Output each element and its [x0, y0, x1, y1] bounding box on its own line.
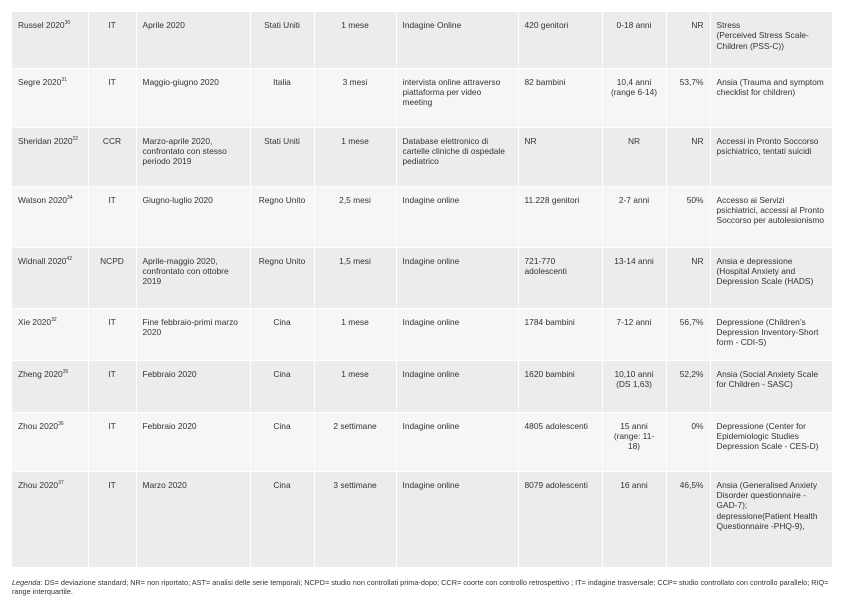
- cell-country-text: Italia: [273, 76, 291, 87]
- cell-design: [88, 308, 136, 360]
- cell-age: [602, 12, 666, 68]
- cell-sample: [518, 12, 602, 68]
- cell-country: [250, 247, 314, 308]
- cell-outcome-text: Ansia (Generalised Anxiety Disorder questionnaire -GAD-7); depressione(Patient Health Questionnaire -PHQ-9),: [716, 479, 818, 532]
- cell-female-text: 56,7%: [679, 316, 704, 327]
- cell-outcome-text: Ansia (Trauma and symptom checklist for children): [716, 76, 824, 97]
- cell-country-text: Stati Uniti: [264, 135, 300, 146]
- cell-outcome: [710, 247, 832, 308]
- cell-method: [396, 247, 518, 308]
- cell-age: [602, 360, 666, 412]
- cell-study: [12, 412, 88, 471]
- cell-method-text: Indagine online: [402, 194, 460, 205]
- cell-sample-text: 1784 bambini: [524, 316, 575, 327]
- cell-design-text: IT: [108, 479, 116, 490]
- cell-design: [88, 127, 136, 186]
- cell-design: [88, 12, 136, 68]
- cell-country: [250, 308, 314, 360]
- study-reference: 34: [67, 194, 73, 201]
- cell-country-text: Regno Unito: [258, 255, 306, 266]
- cell-sample: [518, 471, 602, 567]
- study-author: Xie 2020: [18, 316, 52, 327]
- cell-period-text: Giugno-luglio 2020: [142, 194, 213, 205]
- cell-study: [12, 12, 88, 68]
- cell-age: [602, 308, 666, 360]
- study-author: Watson 2020: [18, 194, 68, 205]
- cell-age-text: 15 anni (range: 11- 18): [613, 420, 655, 452]
- cell-followup: [314, 471, 396, 567]
- study-author: Zhou 2020: [18, 479, 59, 490]
- study-reference: 37: [58, 479, 64, 486]
- cell-outcome-text: Depressione (Children’s Depression Inventory-Short form - CDI-S): [716, 316, 819, 348]
- table-row: [12, 360, 832, 412]
- cell-female-text: NR: [691, 255, 704, 266]
- cell-period: [136, 247, 250, 308]
- study-reference: 36: [58, 420, 64, 427]
- cell-followup-text: 1 mese: [341, 316, 369, 327]
- cell-country: [250, 127, 314, 186]
- table-row: [12, 308, 832, 360]
- study-author: Sheridan 2020: [18, 135, 73, 146]
- cell-period-text: Marzo 2020: [142, 479, 187, 490]
- table-row: [12, 68, 832, 127]
- cell-country-text: Cina: [273, 479, 291, 490]
- table-body: [12, 12, 832, 567]
- cell-female-text: 0%: [691, 420, 704, 431]
- cell-method: [396, 471, 518, 567]
- cell-age-text: 13-14 anni: [614, 255, 654, 266]
- cell-outcome: [710, 68, 832, 127]
- cell-female: [666, 471, 710, 567]
- cell-followup: [314, 412, 396, 471]
- study-author: Widnall 2020: [18, 255, 67, 266]
- cell-followup-text: 3 mesi: [342, 76, 368, 87]
- study-author: Segre 2020: [18, 76, 62, 87]
- cell-followup-text: 2,5 mesi: [339, 194, 371, 205]
- cell-sample: [518, 247, 602, 308]
- cell-female-text: 52,2%: [679, 368, 704, 379]
- cell-followup: [314, 360, 396, 412]
- cell-country: [250, 12, 314, 68]
- cell-study: [12, 360, 88, 412]
- table-row: [12, 186, 832, 247]
- study-author: Zhou 2020: [18, 420, 59, 431]
- table-row: [12, 12, 832, 68]
- cell-outcome: [710, 12, 832, 68]
- study-reference: 32: [51, 316, 57, 323]
- cell-age: [602, 247, 666, 308]
- cell-sample: [518, 68, 602, 127]
- legend-text: : DS= deviazione standard; NR= non riportato; AST= analisi delle serie temporali; NCPD= studio non controllati prima-dopo; CCR= coorte con controllo retrospettivo ; IT= indagine trasversale; CCP= studio controllato con controllo parallelo; RIQ= range interquartile.: [12, 577, 829, 596]
- cell-period-text: Aprile-maggio 2020, confrontato con ottobre 2019: [142, 255, 229, 287]
- cell-outcome-text: Ansia e depressione (Hospital Anxiety and Depression Scale (HADS): [716, 255, 814, 287]
- cell-outcome: [710, 412, 832, 471]
- cell-sample-text: 4805 adolescenti: [524, 420, 588, 431]
- cell-method-text: Indagine online: [402, 420, 460, 431]
- study-reference: 22: [72, 135, 79, 142]
- cell-outcome-text: Accessi in Pronto Soccorso psichiatrico, tentati suicidi: [716, 135, 819, 156]
- cell-female-text: 46,5%: [679, 479, 704, 490]
- cell-country: [250, 360, 314, 412]
- cell-followup-text: 2 settimane: [333, 420, 377, 431]
- cell-country-text: Cina: [273, 316, 291, 327]
- cell-outcome-text: Stress (Perceived Stress Scale- Children (PSS-C)): [716, 20, 809, 51]
- cell-followup: [314, 12, 396, 68]
- cell-outcome: [710, 471, 832, 567]
- cell-design: [88, 360, 136, 412]
- cell-method: [396, 12, 518, 68]
- cell-sample-text: 82 bambini: [524, 76, 566, 87]
- cell-design: [88, 471, 136, 567]
- study-author: Russel 2020: [18, 20, 65, 30]
- studies-table: [12, 12, 833, 568]
- cell-study: [12, 68, 88, 127]
- cell-sample-text: 8079 adolescenti: [524, 479, 588, 490]
- cell-sample-text: NR: [524, 135, 537, 146]
- cell-age-text: NR: [627, 135, 641, 146]
- cell-study: [12, 127, 88, 186]
- cell-sample-text: 721-770 adolescenti: [524, 255, 567, 276]
- cell-period: [136, 412, 250, 471]
- table-row: [12, 471, 832, 567]
- cell-method-text: Indagine online: [402, 316, 460, 327]
- cell-female: [666, 308, 710, 360]
- cell-outcome-text: Ansia (Social Anxiety Scale for Children - SASC): [716, 368, 818, 389]
- table-row: [12, 247, 832, 308]
- cell-age: [602, 471, 666, 567]
- cell-outcome-text: Accesso ai Servizi psichiatrici, accessi al Pronto Soccorso per autolesionismo: [716, 194, 825, 226]
- cell-female-text: NR: [691, 20, 704, 30]
- cell-age: [602, 186, 666, 247]
- cell-design: [88, 186, 136, 247]
- study-reference: 42: [66, 255, 72, 262]
- cell-country-text: Cina: [273, 368, 291, 379]
- cell-female: [666, 360, 710, 412]
- cell-country: [250, 186, 314, 247]
- cell-followup: [314, 308, 396, 360]
- cell-sample: [518, 412, 602, 471]
- cell-period: [136, 186, 250, 247]
- cell-method-text: Indagine online: [402, 255, 460, 266]
- cell-outcome: [710, 308, 832, 360]
- cell-outcome: [710, 127, 832, 186]
- cell-sample: [518, 308, 602, 360]
- cell-period-text: Fine febbraio-primi marzo 2020: [142, 316, 238, 337]
- cell-study: [12, 186, 88, 247]
- cell-period-text: Aprile 2020: [142, 20, 185, 30]
- cell-age: [602, 127, 666, 186]
- cell-design-text: IT: [108, 420, 116, 431]
- cell-country: [250, 68, 314, 127]
- cell-followup: [314, 186, 396, 247]
- cell-method-text: Indagine Online: [402, 20, 462, 30]
- cell-country-text: Stati Uniti: [264, 20, 300, 30]
- cell-female: [666, 68, 710, 127]
- page: [12, 12, 832, 596]
- cell-method: [396, 360, 518, 412]
- cell-female: [666, 127, 710, 186]
- cell-design-text: IT: [108, 20, 116, 30]
- cell-period-text: Marzo-aprile 2020, confrontato con stesso periodo 2019: [142, 135, 227, 167]
- cell-followup: [314, 68, 396, 127]
- study-reference: 35: [62, 368, 69, 375]
- cell-period-text: Febbraio 2020: [142, 420, 197, 431]
- cell-design-text: IT: [108, 194, 116, 205]
- cell-female-text: 50%: [686, 194, 704, 205]
- cell-female: [666, 186, 710, 247]
- cell-followup-text: 3 settimane: [333, 479, 377, 490]
- cell-study: [12, 308, 88, 360]
- cell-design-text: CCR: [102, 135, 122, 146]
- cell-female-text: 53,7%: [679, 76, 704, 87]
- cell-period-text: Febbraio 2020: [142, 368, 197, 379]
- cell-country-text: Cina: [273, 420, 291, 431]
- cell-outcome-text: Depressione (Center for Epidemiologic Studies Depression Scale - CES-D): [716, 420, 819, 452]
- cell-country: [250, 471, 314, 567]
- cell-method-text: intervista online attraverso piattaforma per video meeting: [402, 76, 501, 108]
- cell-female-text: NR: [691, 135, 704, 146]
- cell-method: [396, 186, 518, 247]
- cell-period: [136, 308, 250, 360]
- cell-female: [666, 247, 710, 308]
- cell-period: [136, 360, 250, 412]
- cell-period-text: Maggio-giugno 2020: [142, 76, 219, 87]
- cell-design-text: NCPD: [100, 255, 124, 266]
- study-reference: 31: [61, 76, 67, 83]
- cell-method: [396, 308, 518, 360]
- cell-period: [136, 12, 250, 68]
- cell-age: [602, 412, 666, 471]
- cell-followup-text: 1 mese: [341, 368, 369, 379]
- cell-design: [88, 412, 136, 471]
- cell-period: [136, 68, 250, 127]
- cell-followup: [314, 247, 396, 308]
- study-reference: 30: [64, 20, 71, 26]
- cell-design-text: IT: [108, 316, 116, 327]
- cell-method: [396, 412, 518, 471]
- cell-followup-text: 1,5 mesi: [339, 255, 371, 266]
- cell-age-text: 10,10 anni (DS 1,63): [614, 368, 654, 389]
- cell-country-text: Regno Unito: [258, 194, 306, 205]
- cell-followup-text: 1 mese: [341, 135, 369, 146]
- cell-sample-text: 420 genitori: [524, 20, 569, 30]
- cell-method-text: Database elettronico di cartelle cliniche di ospedale pediatrico: [402, 135, 505, 167]
- cell-design: [88, 68, 136, 127]
- cell-followup: [314, 127, 396, 186]
- cell-sample: [518, 360, 602, 412]
- cell-method: [396, 68, 518, 127]
- cell-age-text: 0-18 anni: [616, 20, 652, 30]
- cell-age-text: 10,4 anni (range 6-14): [610, 76, 658, 97]
- cell-study: [12, 247, 88, 308]
- legend-label: Legenda: [12, 577, 41, 587]
- table-row: [12, 412, 832, 471]
- cell-outcome: [710, 360, 832, 412]
- cell-sample: [518, 127, 602, 186]
- cell-method-text: Indagine online: [402, 368, 460, 379]
- cell-sample-text: 11.228 genitori: [524, 194, 580, 205]
- cell-age: [602, 68, 666, 127]
- cell-period: [136, 471, 250, 567]
- cell-design: [88, 247, 136, 308]
- cell-outcome: [710, 186, 832, 247]
- cell-age-text: 7-12 anni: [616, 316, 652, 327]
- cell-age-text: 16 anni: [620, 479, 648, 490]
- cell-country: [250, 412, 314, 471]
- cell-sample: [518, 186, 602, 247]
- cell-method-text: Indagine online: [402, 479, 460, 490]
- cell-female: [666, 412, 710, 471]
- cell-age-text: 2-7 anni: [618, 194, 650, 205]
- legend: [12, 578, 832, 596]
- study-author: Zheng 2020: [18, 368, 63, 379]
- cell-study: [12, 471, 88, 567]
- cell-female: [666, 12, 710, 68]
- cell-method: [396, 127, 518, 186]
- cell-followup-text: 1 mese: [341, 20, 369, 30]
- cell-period: [136, 127, 250, 186]
- cell-sample-text: 1620 bambini: [524, 368, 575, 379]
- cell-design-text: IT: [108, 76, 116, 87]
- table-row: [12, 127, 832, 186]
- cell-design-text: IT: [108, 368, 116, 379]
